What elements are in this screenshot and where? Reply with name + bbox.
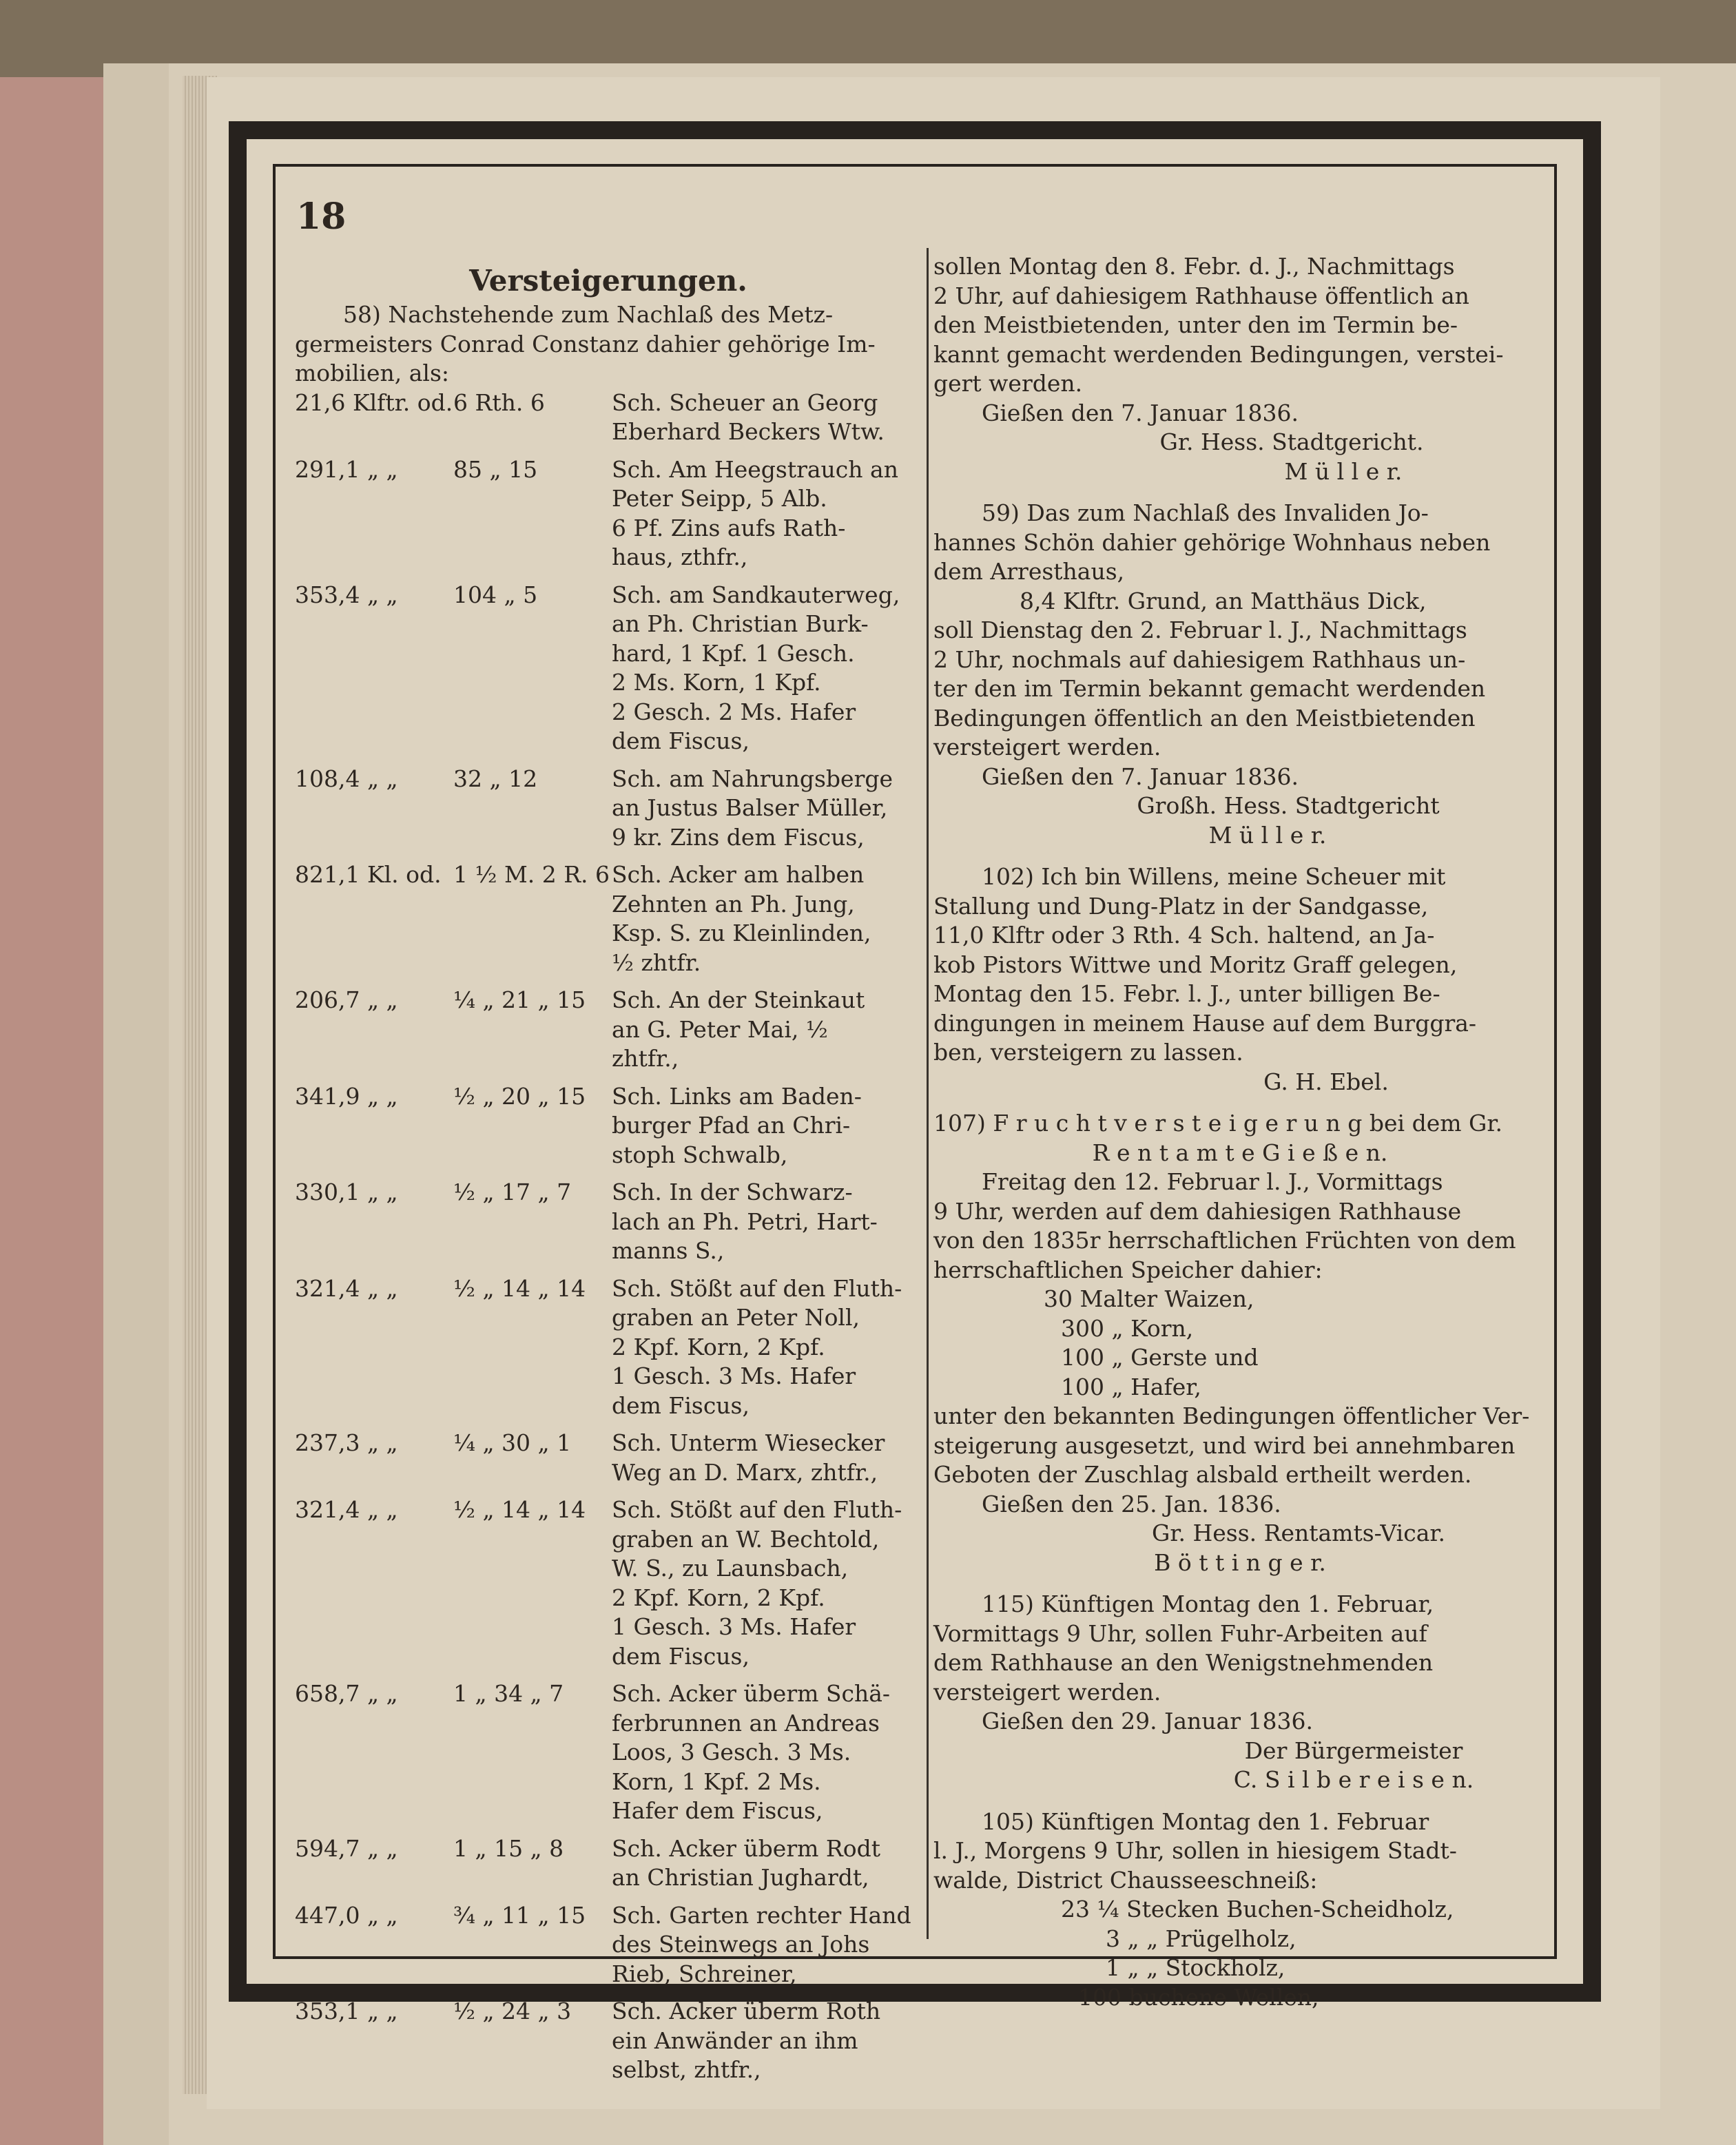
property-description-line: graben an Peter Noll, [612, 1304, 860, 1331]
notice-59-line: hannes Schön dahier gehörige Wohnhaus neben [933, 528, 1491, 556]
property-item [295, 1495, 922, 1671]
property-value: 6 Rth. 6 [453, 388, 545, 416]
property-description-line: Sch. Am Heegstrauch an [612, 455, 898, 483]
property-description-line: Zehnten an Ph. Jung, [612, 890, 855, 918]
property-item [295, 581, 922, 756]
notice-105-list-item: 1 „ „ Stockholz, [1106, 1954, 1285, 1981]
notice-58-cont: gert werden. [933, 370, 1083, 397]
notice-107-list-item: 30 Malter Waizen, [1044, 1285, 1254, 1312]
column-divider [927, 248, 929, 1939]
property-measure: 658,7 „ „ [295, 1680, 398, 1707]
property-description-line: Sch. Acker überm Schä- [612, 1680, 891, 1707]
notice-107-line: von den 1835r herrschaftlichen Früchten von dem [933, 1227, 1516, 1254]
property-value: ¼ „ 21 „ 15 [453, 986, 586, 1013]
notice-102-line: dingungen in meinem Hause auf dem Burggra- [933, 1009, 1477, 1037]
notice-59-line: ter den im Termin bekannt gemacht werdenden [933, 675, 1486, 702]
property-value: ½ „ 24 „ 3 [453, 1998, 572, 2024]
notice-107-line: Freitag den 12. Februar l. J., Vormittags [982, 1168, 1443, 1195]
property-description [612, 860, 922, 977]
property-description-line: dem Fiscus, [612, 1391, 750, 1419]
notice-102-line: 102) Ich bin Willens, meine Scheuer mit [982, 863, 1446, 890]
property-description-line: Sch. Stößt auf den Fluth- [612, 1496, 902, 1523]
property-measure: 447,0 „ „ [295, 1901, 398, 1929]
notice-115-line: 115) Künftigen Montag den 1. Februar, [982, 1590, 1434, 1617]
notice-102-line: kob Pistors Wittwe und Moritz Graff gelegen, [933, 951, 1458, 978]
property-value: 1 „ 15 „ 8 [453, 1834, 564, 1862]
notice-115-line: Vormittags 9 Uhr, sollen Fuhr-Arbeiten auf [933, 1619, 1427, 1647]
property-description-line: Sch. Stößt auf den Fluth- [612, 1274, 902, 1302]
property-description-line: 2 Kpf. Korn, 2 Kpf. [612, 1333, 825, 1360]
property-description-line: 2 Kpf. Korn, 2 Kpf. [612, 1584, 825, 1611]
property-description [612, 986, 922, 1074]
property-value: ½ „ 14 „ 14 [453, 1274, 586, 1302]
notice-105-line: 105) Künftigen Montag den 1. Februar [982, 1807, 1429, 1835]
property-description-line: Sch. Acker überm Rodt [612, 1834, 880, 1862]
property-measure: 341,9 „ „ [295, 1082, 398, 1110]
property-item [295, 860, 922, 977]
property-description-line: des Steinwegs an Johs [612, 1931, 870, 1958]
property-description-line: haus, zthfr., [612, 543, 748, 570]
property-value: ¼ „ 30 „ 1 [453, 1429, 572, 1456]
notice-58-signature: M ü l l e r. [1284, 457, 1403, 485]
property-description-line: hard, 1 Kpf. 1 Gesch. [612, 639, 855, 667]
notice-107-list-item: 100 „ Hafer, [1061, 1373, 1201, 1400]
notice-107-place: Gießen den 25. Jan. 1836. [982, 1490, 1281, 1517]
property-description-line: an Ph. Christian Burk- [612, 610, 869, 637]
property-description-line: 6 Pf. Zins aufs Rath- [612, 514, 846, 541]
notice-58-place: Gießen den 7. Januar 1836. [982, 399, 1299, 426]
property-measure: 108,4 „ „ [295, 765, 398, 792]
property-description-line: Sch. Unterm Wiesecker [612, 1429, 885, 1456]
section-heading: Versteigerungen. [469, 264, 747, 298]
property-description-line: ½ zhtfr. [612, 949, 701, 976]
notice-58-cont: den Meistbietenden, unter den im Termin be- [933, 311, 1458, 338]
notice-115-line: dem Rathhause an den Wenigstnehmenden [933, 1649, 1434, 1676]
property-description-line: dem Fiscus, [612, 1642, 750, 1670]
notice-59-place: Gießen den 7. Januar 1836. [982, 763, 1299, 790]
property-description-line: Sch. Garten rechter Hand [612, 1901, 911, 1929]
property-description-line: zhtfr., [612, 1045, 679, 1072]
property-value: 1 ½ M. 2 R. 6 [453, 861, 610, 888]
property-item [295, 1901, 922, 1989]
property-measure: 321,4 „ „ [295, 1496, 398, 1523]
property-description [612, 455, 922, 572]
property-description-line: Sch. In der Schwarz- [612, 1179, 853, 1205]
notice-107-heading: R e n t a m t e G i e ß e n. [1092, 1139, 1388, 1166]
property-item [295, 1274, 922, 1421]
property-description [612, 1178, 922, 1266]
notice-105-line: walde, District Chausseeschneiß: [933, 1866, 1318, 1894]
property-value: 85 „ 15 [453, 455, 538, 483]
property-measure: 330,1 „ „ [295, 1179, 398, 1205]
property-description [612, 1429, 922, 1487]
property-description-line: Peter Seipp, 5 Alb. [612, 485, 827, 512]
notice-59-item: 8,4 Klftr. Grund, an Matthäus Dick, [1020, 587, 1427, 614]
notice-107-heading: 107) F r u c h t v e r s t e i g e r u n g bei dem Gr. [933, 1110, 1502, 1137]
property-description-line: stoph Schwalb, [612, 1141, 788, 1168]
property-description-line: an G. Peter Mai, ½ [612, 1015, 828, 1043]
property-description-line: Sch. Acker am halben [612, 861, 865, 888]
property-description-line: manns S., [612, 1237, 725, 1264]
property-description [612, 1274, 922, 1421]
property-description-line: Hafer dem Fiscus, [612, 1797, 823, 1824]
notice-59-line: dem Arresthaus, [933, 558, 1125, 585]
notice-115-office: Der Bürgermeister [1244, 1737, 1463, 1764]
notice-105-list-item: 3 „ „ Prügelholz, [1106, 1925, 1296, 1952]
notice-58-cont: kannt gemacht werdenden Bedingungen, verstei- [933, 340, 1504, 368]
property-measure: 353,1 „ „ [295, 1998, 398, 2024]
property-value: ¾ „ 11 „ 15 [453, 1901, 586, 1929]
property-description-line: burger Pfad an Chri- [612, 1112, 851, 1139]
property-description-line: Sch. Links am Baden- [612, 1082, 862, 1110]
notice-102-line: 11,0 Klftr oder 3 Rth. 4 Sch. haltend, an Ja- [933, 922, 1435, 949]
property-item [295, 1178, 922, 1266]
property-item [295, 765, 922, 853]
property-measure: 237,3 „ „ [295, 1429, 398, 1456]
property-measure: 21,6 Klftr. od. [295, 388, 453, 416]
page-number: 18 [296, 196, 347, 238]
property-description-line: lach an Ph. Petri, Hart- [612, 1208, 878, 1235]
right-column [933, 252, 1547, 2012]
property-value: 1 „ 34 „ 7 [453, 1680, 564, 1707]
property-description [612, 581, 922, 756]
left-column [295, 262, 922, 2093]
notice-59-line: Bedingungen öffentlich an den Meistbietenden [933, 704, 1476, 732]
property-item [295, 1679, 922, 1826]
property-item [295, 455, 922, 572]
property-value: ½ „ 20 „ 15 [453, 1082, 586, 1110]
notice-59-line: 2 Uhr, nochmals auf dahiesigem Rathhaus un- [933, 645, 1466, 673]
property-measure: 821,1 Kl. od. [295, 861, 442, 888]
notice-102-line: Montag den 15. Febr. l. J., unter billigen Be- [933, 980, 1440, 1007]
notice-107-line: herrschaftlichen Speicher dahier: [933, 1256, 1323, 1283]
notice-107-line: 9 Uhr, werden auf dem dahiesigen Rathhause [933, 1197, 1462, 1225]
property-description-line: Korn, 1 Kpf. 2 Ms. [612, 1768, 821, 1795]
property-description [612, 1901, 922, 1989]
book-cover-edge [103, 63, 172, 2145]
property-measure: 206,7 „ „ [295, 986, 398, 1013]
notice-58-line: mobilien, als: [295, 360, 449, 386]
property-description-line: Sch. am Nahrungsberge [612, 765, 893, 792]
property-description-line: an Justus Balser Müller, [612, 794, 888, 821]
property-description-line: Sch. Acker überm Roth [612, 1998, 881, 2024]
property-description-line: W. S., zu Launsbach, [612, 1555, 849, 1582]
property-item [295, 1082, 922, 1170]
notice-58-court: Gr. Hess. Stadtgericht. [1159, 428, 1424, 455]
property-description-line: ferbrunnen an Andreas [612, 1709, 880, 1737]
notice-58-line: 58) Nachstehende zum Nachlaß des Metz- [343, 301, 834, 328]
property-item [295, 1997, 922, 2085]
notice-107-line: unter den bekannten Bedingungen öffentlicher Ver- [933, 1402, 1530, 1429]
notice-115-signature: C. S i l b e r e i s e n. [1233, 1766, 1474, 1793]
property-measure: 594,7 „ „ [295, 1834, 398, 1862]
property-list [295, 388, 922, 2093]
notice-105-list-item: 100 buchene Wellen, [1078, 1983, 1319, 2011]
notice-102-line: Stallung und Dung-Platz in der Sandgasse, [933, 892, 1429, 920]
notice-105-list-item: 23 ¼ Stecken Buchen-Scheidholz, [1061, 1896, 1454, 1923]
notice-107-list-item: 300 „ Korn, [1061, 1314, 1194, 1342]
notice-115-line: versteigert werden. [933, 1678, 1161, 1706]
notice-58-line: germeisters Conrad Constanz dahier gehörige Im- [295, 330, 876, 358]
notice-58-cont: 2 Uhr, auf dahiesigem Rathhause öffentlich an [933, 282, 1469, 309]
property-description-line: Ksp. S. zu Kleinlinden, [612, 920, 871, 946]
property-item [295, 1834, 922, 1893]
property-value: 104 „ 5 [453, 581, 538, 608]
notice-59-line: soll Dienstag den 2. Februar l. J., Nachmittags [933, 616, 1467, 643]
property-description-line: Eberhard Beckers Wtw. [612, 418, 885, 445]
notice-59-signature: M ü l l e r. [1208, 821, 1327, 849]
property-measure: 291,1 „ „ [295, 455, 398, 483]
property-measure: 353,4 „ „ [295, 581, 398, 608]
notice-102-signature: G. H. Ebel. [1263, 1068, 1389, 1095]
property-value: 32 „ 12 [453, 765, 538, 792]
property-description-line: Sch. am Sandkauterweg, [612, 581, 900, 608]
property-description [612, 765, 922, 853]
property-description-line: 1 Gesch. 3 Ms. Hafer [612, 1613, 856, 1640]
notice-59-court: Großh. Hess. Stadtgericht [1137, 792, 1440, 819]
property-description [612, 388, 922, 447]
property-description-line: 2 Gesch. 2 Ms. Hafer [612, 698, 856, 725]
notice-58-cont: sollen Montag den 8. Febr. d. J., Nachmittags [933, 253, 1455, 280]
property-description-line: Sch. Scheuer an Georg [612, 388, 878, 416]
notice-107-office: Gr. Hess. Rentamts-Vicar. [1151, 1520, 1446, 1546]
property-description-line: selbst, zhtfr., [612, 2056, 761, 2083]
property-description-line: Sch. An der Steinkaut [612, 986, 865, 1013]
notice-107-line: Geboten der Zuschlag alsbald ertheilt werden. [933, 1461, 1472, 1488]
book-cover-left [0, 77, 103, 2145]
property-description [612, 1834, 922, 1893]
property-value: ½ „ 14 „ 14 [453, 1496, 586, 1523]
notice-59-line: 59) Das zum Nachlaß des Invaliden Jo- [982, 499, 1429, 526]
notice-107-signature: B ö t t i n g e r. [1154, 1548, 1326, 1576]
property-description-line: dem Fiscus, [612, 727, 750, 754]
notice-102-line: ben, versteigern zu lassen. [933, 1039, 1243, 1066]
property-item [295, 388, 922, 447]
property-description-line: Loos, 3 Gesch. 3 Ms. [612, 1739, 851, 1765]
property-description [612, 1495, 922, 1671]
notice-105-line: l. J., Morgens 9 Uhr, sollen in hiesigem Stadt- [933, 1837, 1457, 1864]
property-item [295, 986, 922, 1074]
notice-115-place: Gießen den 29. Januar 1836. [982, 1708, 1313, 1734]
property-item [295, 1429, 922, 1487]
property-description [612, 1082, 922, 1170]
property-description-line: 2 Ms. Korn, 1 Kpf. [612, 669, 821, 696]
property-description [612, 1997, 922, 2085]
property-description-line: an Christian Jughardt, [612, 1864, 869, 1891]
property-description-line: 1 Gesch. 3 Ms. Hafer [612, 1362, 856, 1389]
property-description-line: Weg an D. Marx, zhtfr., [612, 1458, 878, 1486]
property-description-line: graben an W. Bechtold, [612, 1525, 880, 1553]
notice-107-line: steigerung ausgesetzt, und wird bei annehmbaren [933, 1431, 1516, 1459]
property-description-line: 9 kr. Zins dem Fiscus, [612, 823, 865, 851]
notice-59-line: versteigert werden. [933, 734, 1161, 760]
property-value: ½ „ 17 „ 7 [453, 1179, 572, 1205]
property-description-line: Rieb, Schreiner, [612, 1960, 797, 1987]
property-description-line: ein Anwänder an ihm [612, 2027, 858, 2054]
property-description [612, 1679, 922, 1826]
notice-107-list-item: 100 „ Gerste und [1061, 1344, 1259, 1371]
property-measure: 321,4 „ „ [295, 1274, 398, 1302]
